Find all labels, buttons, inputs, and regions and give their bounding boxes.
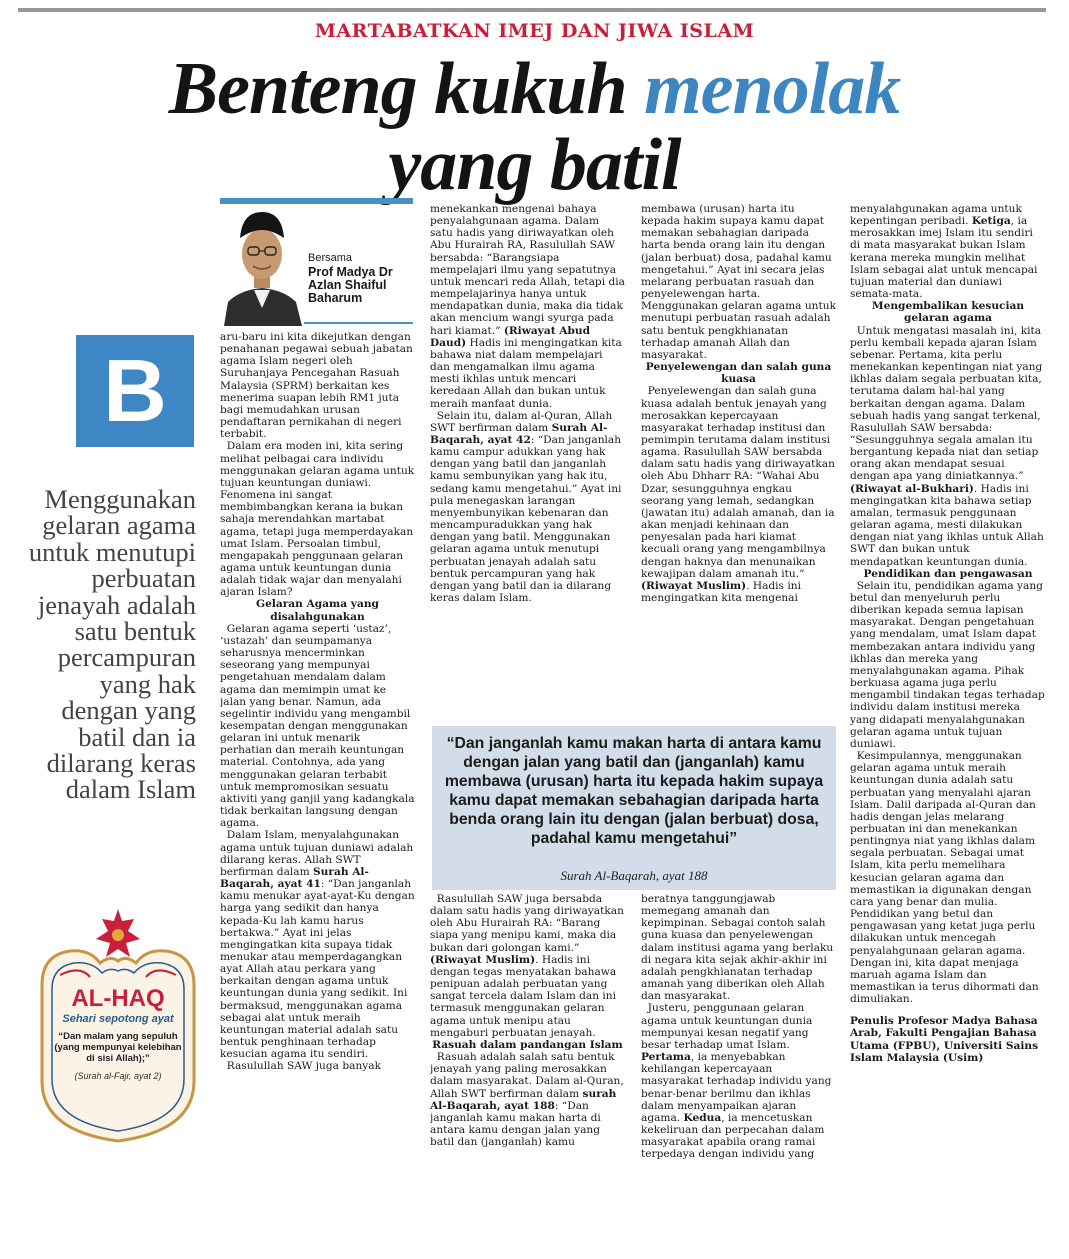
badge-ornament-icon [30, 905, 206, 1145]
pull-quote: Menggunakan gelaran agama untuk menutupi perbuatan jenayah adalah satu bentuk percampuran yang hak dengan yang batil dan ia dilarang keras dalam Islam [28, 484, 196, 805]
bold-reference: Surah Al-Baqarah, ayat 42 [430, 421, 608, 446]
paragraph-text: menyalahgunakan agama untuk kepentingan peribadi. [850, 203, 1022, 228]
headline-line-1 [0, 48, 1069, 130]
paragraph [641, 385, 836, 604]
paragraph [850, 203, 1046, 300]
paragraph-text: Kesimpulannya, menggunakan gelaran agama untuk meraih keuntungan dunia adalah satu perbuatan yang menyalahi ajaran Islam. Dalil daripada al-Quran dan hadis dengan jelas melarang perbuatan ini dan menekankan pentingnya niat yang ikhlas dalam segala perbuatan. Sebagai umat Islam, kita perlu memelihara kesucian gelaran agama dan memastikan ia digunakan dengan cara yang benar dan mulia. Pendidikan yang betul dan pengawasan yang ketat juga perlu dilakukan untuk mencegah penyalahgunaan gelaran agama. Dengan ini, kita dapat menjaga maruah agama Islam dan memastikan ia terus dihormati dan dimuliakan. [850, 750, 1039, 1006]
article-column-1 [220, 331, 415, 1231]
author-name: Prof Madya Dr Azlan Shaiful Baharum [308, 265, 393, 305]
bold-reference: (Riwayat al-Bukhari) [850, 482, 974, 495]
paragraph [220, 623, 415, 830]
badge-title: AL-HAQ [71, 985, 165, 1012]
paragraph-text: Rasulullah SAW juga banyak [226, 1060, 381, 1073]
spacer [850, 1005, 1046, 1015]
paragraph [430, 1051, 625, 1148]
paragraph-text: : “Dan janganlah kamu menukar ayat-ayat-Ku dengan harga yang sedikit dan hanya kepada-Ku lah kamu harus bertakwa.” Ayat ini jelas mengingatkan kita supaya tidak menukar atau memperdagangkan ayat Allah atau perkara yang berkaitan dengan agama untuk keuntungan dunia yang sedikit. Ini bermaksud, menggunakan agama sebagai alat untuk meraih keuntungan material adalah satu bentuk penghinaan terhadap kesucian agama itu sendiri. [220, 878, 415, 1061]
paragraph-text: . Hadis ini mengingatkan kita mengenai [641, 579, 801, 604]
paragraph-text: Penyelewengan dan salah guna kuasa adalah bentuk jenayah yang merosakkan kepercayaan masyarakat terhadap institusi dan pemimpin terutama dalam institusi agama. Rasulullah SAW bersabda dalam satu hadis yang diriwayatkan oleh Abu Dhharr RA: “Wahai Abu Dzar, sesungguhnya engkau seorang yang lemah, sedangkan (jawatan itu) adalah amanah, dan ia akan menjadi kehinaan dan penyesalan pada hari kiamat kecuali orang yang mengambilnya dengan haknya dan menunaikan kewajipan dalam amanah itu.” [641, 385, 835, 580]
paragraph-text: . Hadis ini mengingatkan kita bahawa setiap amalan, termasuk penggunaan gelaran agama, mesti dilakukan dengan niat yang ikhlas untuk Allah SWT dan bukan untuk mendapatkan keuntungan dunia. [850, 482, 1044, 568]
paragraph: membawa (urusan) harta itu kepada hakim supaya kamu dapat memakan sebahagian daripada harta benda orang lain itu dengan (jalan berbuat) dosa, padahal kamu mengetahui.” Ayat ini secara jelas melarang perbuatan rasuah dan penyelewengan harta. Menggunakan gelaran agama untuk menutupi perbuatan rasuah adalah satu bentuk pengkhianatan terhadap amanah Allah dan masyarakat. [641, 203, 836, 361]
bold-reference: (Riwayat Abud Daud) [430, 324, 591, 349]
paragraph-text: Dalam Islam, menyalahgunakan agama untuk tujuan duniawi adalah dilarang keras. Allah SWT berfirman dalam [220, 829, 414, 878]
al-haq-badge [30, 905, 206, 1145]
paragraph-text: Selain itu, pendidikan agama yang betul dan menyeluruh perlu diberikan kepada semua lapisan masyarakat. Dengan pengetahuan yang mendalam, umat Islam dapat membezakan antara individu yang ikhlas dan mereka yang menyalahgunakan agama. Pihak berkuasa agama juga perlu mengambil tindakan tegas terhadap individu dalam institusi mereka yang didapati menyalahgunakan gelaran agama untuk tujuan duniawi. [850, 579, 1045, 750]
paragraph-text: Dalam era moden ini, kita sering melihat pelbagai cara individu menggunakan gelaran agama untuk tujuan keuntungan duniawi. Fenomena ini sangat membimbangkan kerana ia bukan sahaja merendahkan martabat agama, tetapi juga memperdayakan umat Islam. Persoalan timbul, mengapakah penggunaan gelaran agama untuk keuntungan dunia adalah tidak wajar dan menyalahi ajaran Islam? [220, 440, 415, 599]
article-column-3 [641, 203, 836, 716]
bold-reference: (Riwayat Muslim) [430, 953, 536, 966]
paragraph-text: Gelaran agama seperti ‘ustaz’, ‘ustazah’ dan seumpamanya seharusnya mencerminkan seseorang yang mempunyai pengetahuan mendalam dalam agama dan memimpin umat ke jalan yang benar. Namun, ada segelintir individu yang mengambil kesempatan dengan menggunakan gelaran ini untuk menarik perhatian dan meraih keuntungan material. Contohnya, ada yang menggunakan gelaran terbabit untuk mempromosikan sesuatu aktiviti yang ganjil yang kadangkala tidak berkaitan langsung dengan agama. [220, 622, 415, 830]
drop-cap: B [76, 335, 194, 447]
paragraph [220, 1060, 415, 1072]
paragraph-text: , ia menyebabkan kehilangan kepercayaan masyarakat terhadap individu yang benar-benar berilmu dan ikhlas dalam menyampaikan ajaran agama. [641, 1051, 832, 1124]
paragraph [850, 750, 1046, 1005]
badge-subtitle: Sehari sepotong ayat [62, 1013, 174, 1025]
article-column-3-bottom [641, 893, 836, 1233]
quote-box [432, 726, 836, 890]
paragraph-text: Hadis ini mengingatkan kita bahawa niat dalam mempelajari dan mengamalkan ilmu agama mesti ikhlas untuk mencari keredaan Allah dan bukan untuk meraih manfaat dunia. [430, 336, 622, 410]
paragraph [430, 203, 625, 410]
paragraph [641, 1051, 836, 1160]
paragraph-text: Selain itu, dalam al-Quran, Allah SWT berfirman dalam [430, 409, 613, 434]
kicker: MARTABATKAN IMEJ DAN JIWA ISLAM [314, 20, 755, 42]
author-box [220, 198, 413, 324]
paragraph-text: , ia merosakkan imej Islam itu sendiri di mata masyarakat bukan Islam kerana mereka mungkin melihat Islam sebagai alat untuk mencapai tujuan material dan duniawi semata-mata. [850, 215, 1038, 301]
badge-source: (Surah al-Fajr, ayat 2) [74, 1071, 162, 1081]
quote-text: “Dan janganlah kamu makan harta di antara kamu dengan jalan yang batil dan (janganlah) kamu membawa (urusan) harta itu kepada hakim supaya kamu dapat memakan sebahagian daripada harta benda orang lain itu dengan (jalan berbuat) dosa, padahal kamu mengetahui” [444, 735, 824, 847]
paragraph-text: Rasulullah SAW juga bersabda dalam satu hadis yang diriwayatkan oleh Abu Hurairah RA: “Barang siapa yang menipu kami, maka dia bukan dari golongan kami.” [430, 893, 624, 954]
paragraph: beratnya tanggungjawab memegang amanah dan kepimpinan. Sebagai contoh salah guna kuasa dan penyelewengan dalam institusi agama yang berlaku di negara kita sejak akhir-akhir ini adalah pengkhianatan terhadap amanah yang diberikan oleh Allah dan masyarakat. [641, 893, 834, 1003]
paragraph [850, 580, 1046, 750]
bold-reference: surah Al-Baqarah, ayat 188 [430, 1087, 617, 1112]
paragraph-text: menekankan mengenai bahaya penyalahgunaan agama. Dalam satu hadis yang diriwayatkan oleh Abu Hurairah RA, Rasulullah SAW bersabda: “Barangsiapa mempelajari ilmu yang sepatutnya untuk mencari reda Allah, tetapi dia mempelajarinya hanya untuk mendapatkan dunia, maka dia tidak akan mencium wangi syurga pada hari kiamat.” [430, 203, 625, 337]
paragraph-text: : “Dan janganlah kamu makan harta di antara kamu dengan jalan yang batil dan (janganlah) kamu [430, 1099, 601, 1149]
paragraph-text: Untuk mengatasi masalah ini, kita perlu kembali kepada ajaran Islam sebenar. Pertama, kita perlu menekankan kepentingan niat yang ikhlas dalam segala perbuatan kita, terutama dalam hal-hal yang berkaitan dengan agama. Dalam sebuah hadis yang sangat terkenal, Rasulullah SAW bersabda: “Sesungguhnya segala amalan itu bergantung kepada niat dan setiap orang akan mendapat sesuai dengan apa yang diniatkannya.” [850, 324, 1043, 483]
paragraph [430, 893, 625, 1039]
badge-verse: “Dan malam yang sepuluh (yang mempunyai kelebihan di sisi Allah);” [54, 1031, 182, 1064]
subheading: Rasuah dalam pandangan Islam [432, 1038, 623, 1051]
bold-reference: Ketiga [971, 215, 1011, 228]
article-column-2 [430, 203, 625, 716]
subheading: Gelaran Agama yang disalahgunakan [256, 598, 379, 623]
bold-reference: Pertama [641, 1051, 691, 1064]
paragraph-text: Justeru, penggunaan gelaran agama untuk keuntungan dunia mempunyai kesan negatif yang besar terhadap umat Islam. [641, 1002, 813, 1051]
author-footer: Penulis Profesor Madya Bahasa Arab, Fakulti Pengajian Bahasa Utama (FPBU), Universiti Sains Islam Malaysia (Usim) [850, 1015, 1039, 1064]
paragraph [641, 1002, 836, 1051]
author-photo [220, 206, 304, 326]
paragraph [430, 410, 625, 605]
paragraph-text: Rasuah adalah salah satu bentuk jenayah yang paling merosakkan dalam masyarakat. Dalam al-Quran, Allah SWT berfirman dalam [430, 1051, 624, 1100]
paragraph: aru-baru ini kita dikejutkan dengan penahanan pegawai sebuah jabatan agama Islam negeri oleh Suruhanjaya Pencegahan Rasuah Malaysia (SPRM) berkaitan kes menerima suapan lebih RM1 juta bagi memudahkan urusan pendaftaran pernikahan di negeri terbabit. [220, 331, 413, 441]
paragraph-text: , ia mencetuskan kekeliruan dan perpecahan dalam masyarakat apabila orang ramai terpedaya dengan individu yang [641, 1111, 825, 1161]
author-label: Bersama [308, 252, 353, 264]
bold-reference: Surah Al-Baqarah, ayat 41 [220, 865, 369, 891]
article-column-2-bottom [430, 893, 625, 1233]
bold-reference: Kedua [683, 1111, 722, 1124]
subheading: Mengembalikan kesucian gelaran agama [871, 300, 1025, 325]
article-column-4 [850, 203, 1046, 1233]
headline-line-2: yang batil [388, 124, 681, 206]
subheading: Penyelewengan dan salah guna kuasa [645, 361, 832, 386]
paragraph [220, 829, 415, 1060]
headline-part-1: Benteng kukuh [168, 48, 645, 130]
headline-accent: menolak [644, 48, 901, 130]
paragraph [220, 440, 415, 598]
bold-reference: (Riwayat Muslim) [641, 579, 747, 592]
quote-source: Surah Al-Baqarah, ayat 188 [560, 868, 708, 883]
paragraph [850, 325, 1046, 568]
top-rule [18, 8, 1046, 12]
paragraph-text: : “Dan janganlah kamu campur adukkan yang hak dengan yang batil dan janganlah kamu sembunyikan yang hak itu, sedang kamu mengetahui.” Ayat ini pula menegaskan larangan menyembunyikan kebenaran dan mencampuradukkan yang hak dengan yang batil. Menggunakan gelaran agama untuk menutupi perbuatan jenayah adalah satu bentuk percampuran yang hak dengan yang batil dan ia dilarang keras dalam Islam. [430, 433, 622, 604]
subheading: Pendidikan dan pengawasan [863, 567, 1033, 580]
paragraph-text: . Hadis ini dengan tegas menyatakan bahawa penipuan adalah perbuatan yang sangat tercela dalam Islam dan ini termasuk menggunakan gelaran agama untuk menipu atau mengaburi perbuatan jenayah. [430, 953, 617, 1039]
